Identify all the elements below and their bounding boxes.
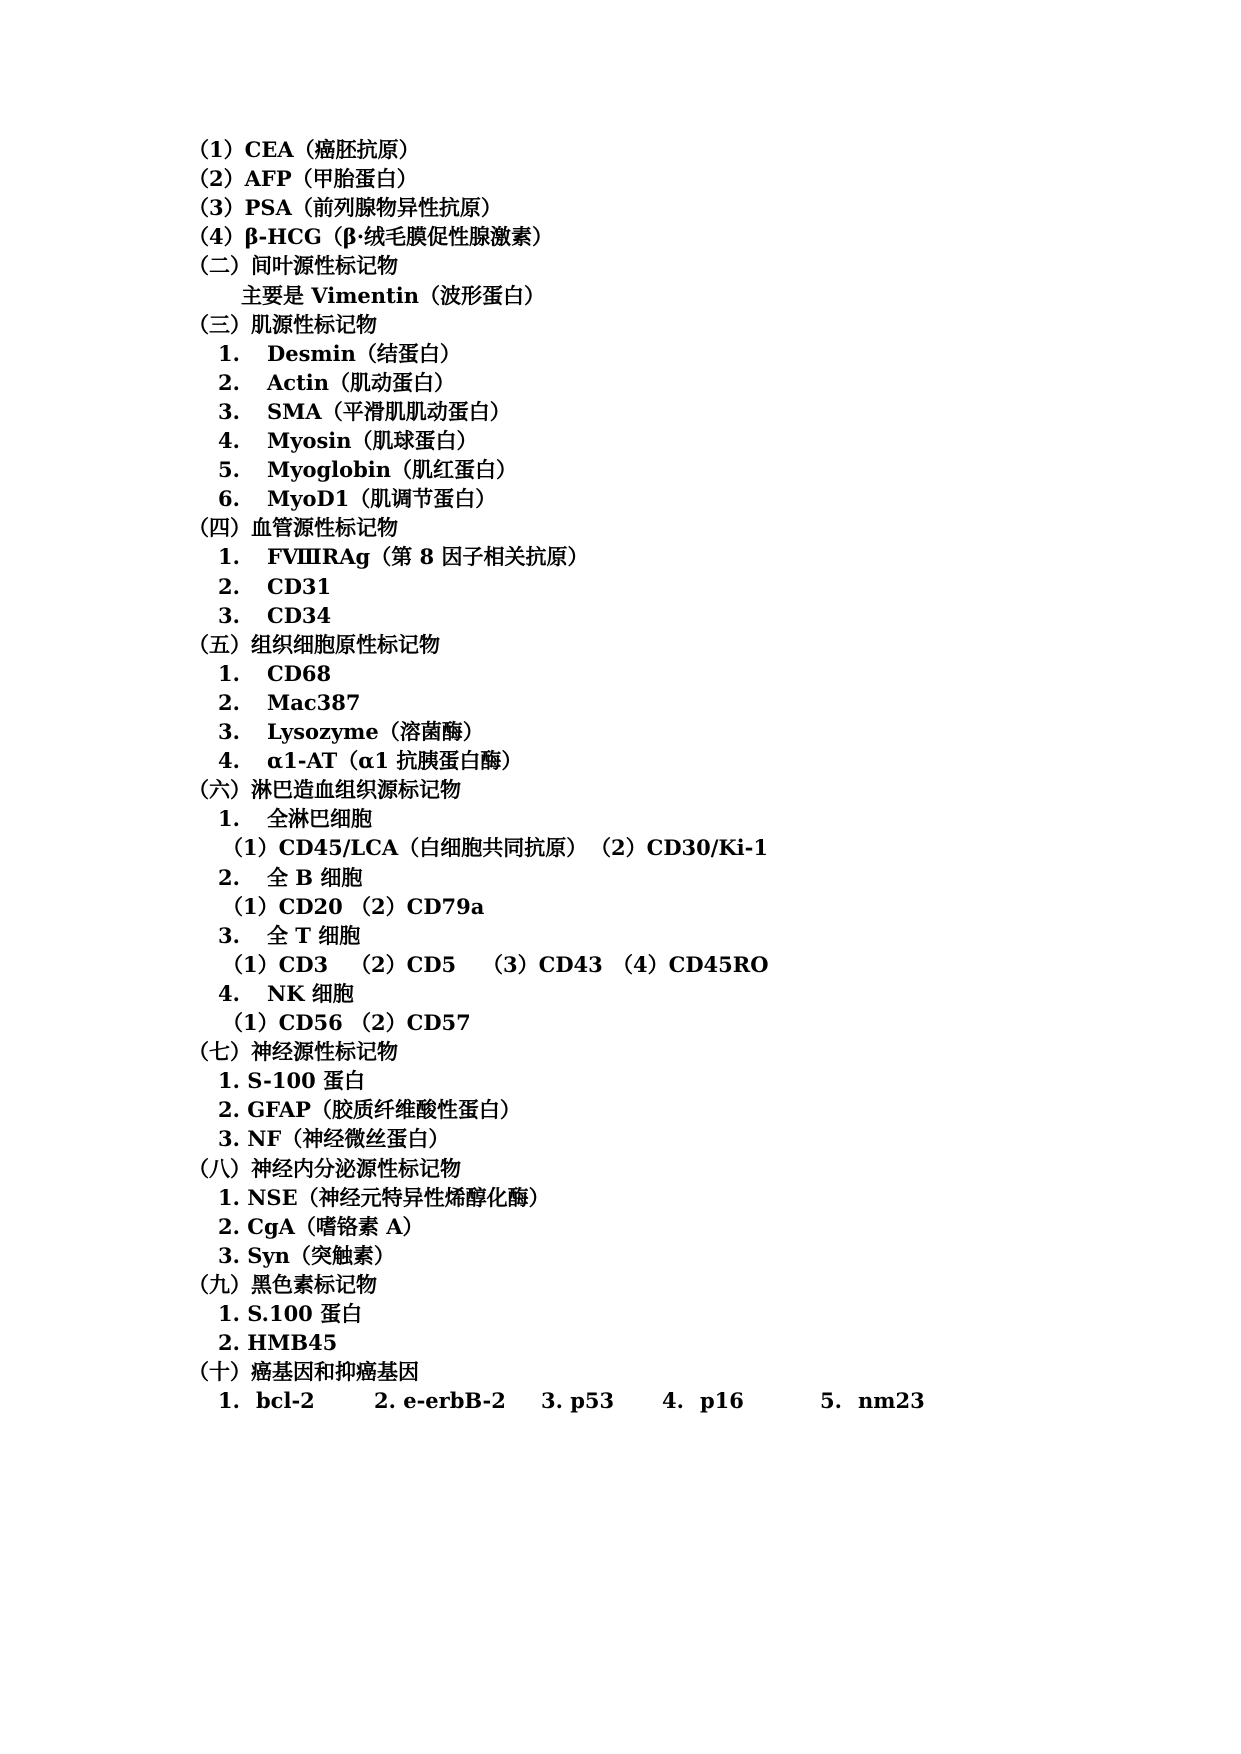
item-text: Actin（肌动蛋白） — [267, 369, 456, 395]
section-heading — [0, 250, 1241, 282]
gene-list-row — [0, 1385, 1241, 1417]
item-text: bcl-2 — [256, 1388, 315, 1414]
item-number: 2. — [218, 864, 240, 890]
list-item — [0, 1123, 1241, 1155]
item-text: （1）CEA（癌胚抗原） — [188, 137, 420, 162]
item-text: α1-AT（α1 抗胰蛋白酶） — [267, 748, 523, 774]
item-text: （4）CD45RO — [612, 951, 769, 977]
item-text: （1）CD20 — [222, 893, 343, 919]
item-number: 6. — [218, 486, 240, 512]
item-text: （2）CD30/Ki-1 — [590, 835, 768, 861]
item-text: （3）CD43 — [482, 951, 603, 977]
section-heading — [0, 629, 1241, 661]
list-item — [0, 1065, 1241, 1097]
item-number: 3. — [218, 922, 240, 948]
section-heading — [0, 134, 1241, 166]
list-item — [0, 1182, 1241, 1214]
section-heading — [0, 1356, 1241, 1388]
item-text: （1）CD56 — [222, 1010, 343, 1035]
list-item — [0, 1094, 1241, 1126]
item-text: 3. Syn（突触素） — [218, 1242, 395, 1268]
item-text: p16 — [700, 1388, 744, 1414]
list-item — [0, 367, 1241, 399]
list-item — [0, 541, 1241, 573]
item-text: （1）CD3 — [222, 951, 329, 977]
item-text: （三）肌源性标记物 — [188, 311, 377, 337]
item-text: 主要是 Vimentin（波形蛋白） — [241, 282, 546, 308]
list-item — [0, 687, 1241, 719]
list-item — [0, 483, 1241, 515]
item-text: 全淋巴细胞 — [267, 806, 372, 832]
item-text: 1. S-100 蛋白 — [218, 1068, 366, 1094]
item-text: MyoD1（肌调节蛋白） — [267, 486, 497, 512]
list-item — [0, 600, 1241, 632]
sub-item-row — [0, 891, 1241, 923]
item-text: （4）β-HCG（β·绒毛膜促性腺激素） — [188, 224, 554, 250]
item-text: （二）间叶源性标记物 — [188, 253, 398, 279]
item-number: 1. — [218, 544, 240, 570]
item-text: （十）癌基因和抑癌基因 — [188, 1359, 419, 1385]
item-number: 3. — [218, 398, 240, 424]
item-number: 2. — [218, 369, 240, 395]
list-item — [0, 338, 1241, 370]
item-text: （五）组织细胞原性标记物 — [188, 631, 440, 657]
section-heading — [0, 774, 1241, 806]
list-item — [0, 862, 1241, 894]
list-item — [0, 803, 1241, 835]
item-text: CD68 — [267, 660, 332, 686]
item-text: 全 B 细胞 — [267, 864, 363, 890]
item-text: 2. CgA（嗜铬素 A） — [218, 1213, 424, 1239]
item-text: （2）AFP（甲胎蛋白） — [188, 166, 418, 192]
section-heading — [0, 1036, 1241, 1068]
item-number: 1. — [218, 660, 240, 686]
indented-text — [0, 280, 1241, 312]
list-item — [0, 658, 1241, 690]
item-text: （八）神经内分泌源性标记物 — [188, 1155, 461, 1181]
item-text: nm23 — [858, 1388, 925, 1414]
list-item — [0, 1327, 1241, 1359]
item-text: （3）PSA（前列腺物异性抗原） — [188, 195, 502, 221]
item-text: （四）血管源性标记物 — [188, 515, 398, 541]
item-text: 1. NSE（神经元特异性烯醇化酶） — [218, 1184, 550, 1210]
section-heading — [0, 1269, 1241, 1301]
sub-item-row — [0, 949, 1241, 981]
list-item — [0, 425, 1241, 457]
item-text: Myosin（肌球蛋白） — [267, 428, 478, 453]
list-item — [0, 454, 1241, 486]
item-text: SMA（平滑肌肌动蛋白） — [267, 398, 511, 424]
section-heading — [0, 1153, 1241, 1185]
item-text: （2）CD57 — [350, 1010, 471, 1035]
section-heading — [0, 163, 1241, 195]
item-number: 3. — [218, 602, 240, 628]
item-text: 3. p53 — [541, 1388, 615, 1414]
list-item — [0, 571, 1241, 603]
item-text: Myoglobin（肌红蛋白） — [267, 457, 518, 483]
list-item — [0, 716, 1241, 748]
item-number: 4. — [218, 980, 240, 1006]
item-number: 3. — [218, 719, 240, 744]
item-number: 4. — [218, 748, 240, 774]
item-text: NK 细胞 — [267, 980, 354, 1006]
item-text: 全 T 细胞 — [267, 922, 361, 948]
item-text: Desmin（结蛋白） — [267, 340, 461, 366]
list-item — [0, 396, 1241, 428]
item-text: 5. — [820, 1388, 842, 1414]
section-heading — [0, 512, 1241, 544]
item-number: 4. — [218, 428, 240, 453]
item-text: （2）CD79a — [350, 893, 485, 919]
item-text: FⅧRAg（第 8 因子相关抗原） — [267, 544, 589, 570]
item-text: 2. e-erbB-2 — [374, 1388, 506, 1414]
item-text: （六）淋巴造血组织源标记物 — [188, 777, 461, 803]
item-text: 2. HMB45 — [218, 1330, 338, 1356]
item-number: 5. — [218, 457, 240, 483]
item-text: （九）黑色素标记物 — [188, 1271, 377, 1297]
section-heading — [0, 192, 1241, 224]
list-item — [0, 978, 1241, 1010]
sub-item-row — [0, 832, 1241, 864]
item-text: 4. — [662, 1388, 684, 1414]
item-text: 1. — [218, 1388, 240, 1414]
item-text: 2. GFAP（胶质纤维酸性蛋白） — [218, 1097, 521, 1123]
item-text: （七）神经源性标记物 — [188, 1039, 398, 1065]
item-text: CD31 — [267, 573, 332, 599]
list-item — [0, 1298, 1241, 1330]
item-text: 3. NF（神经微丝蛋白） — [218, 1126, 450, 1152]
item-text: Mac387 — [267, 689, 361, 715]
list-item — [0, 920, 1241, 952]
item-number: 2. — [218, 573, 240, 599]
list-item — [0, 1240, 1241, 1272]
item-text: CD34 — [267, 602, 332, 628]
item-text: 1. S.100 蛋白 — [218, 1301, 363, 1326]
list-item — [0, 745, 1241, 777]
section-heading — [0, 309, 1241, 341]
item-text: Lysozyme（溶菌酶） — [267, 719, 484, 744]
item-number: 1. — [218, 806, 240, 832]
item-text: （2）CD5 — [350, 951, 457, 977]
item-number: 1. — [218, 340, 240, 366]
item-number: 2. — [218, 689, 240, 715]
sub-item-row — [0, 1007, 1241, 1039]
section-heading — [0, 221, 1241, 253]
list-item — [0, 1211, 1241, 1243]
item-text: （1）CD45/LCA（白细胞共同抗原） — [222, 835, 588, 861]
